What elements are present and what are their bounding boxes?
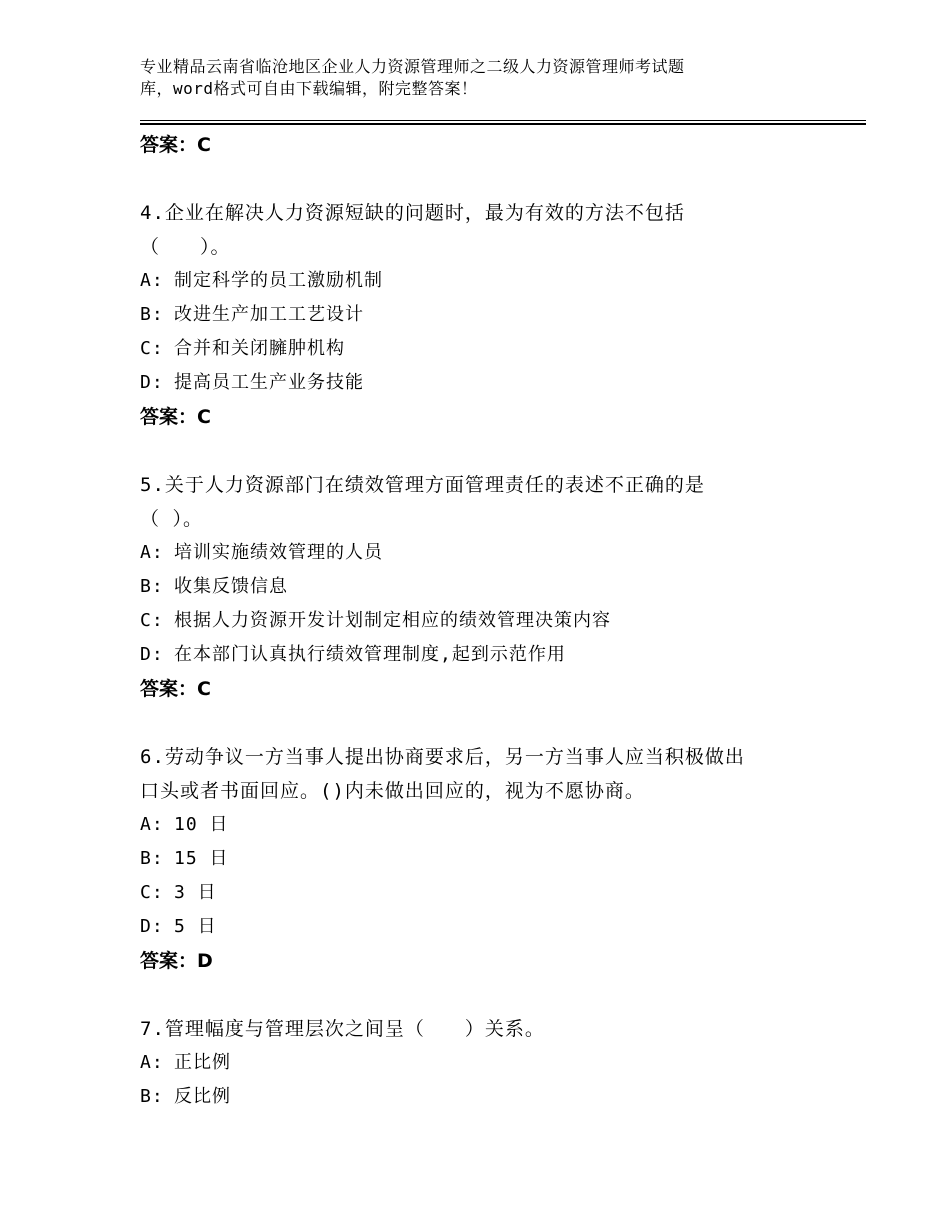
option-text: 3 日 — [174, 882, 217, 903]
option-text: 根据人力资源开发计划制定相应的绩效管理决策内容 — [174, 610, 611, 631]
option-text: 反比例 — [174, 1086, 231, 1107]
option-b — [140, 1080, 840, 1114]
option-letter: D: — [140, 916, 164, 937]
option-text: 10 日 — [174, 814, 229, 835]
option-d — [140, 638, 840, 672]
option-b — [140, 842, 840, 876]
option-letter: A: — [140, 814, 164, 835]
option-text: 合并和关闭臃肿机构 — [174, 338, 345, 359]
option-text: 5 日 — [174, 916, 217, 937]
question-stem-line: 4.企业在解决人力资源短缺的问题时，最为有效的方法不包括 — [140, 202, 685, 224]
option-text: 制定科学的员工激励机制 — [174, 270, 383, 291]
option-letter: B: — [140, 1086, 164, 1107]
question-5 — [140, 468, 840, 706]
option-text: 改进生产加工工艺设计 — [174, 304, 364, 325]
answer-line: 答案：D — [140, 950, 213, 972]
option-d — [140, 366, 840, 400]
question-stem-line: 口头或者书面回应。()内未做出回应的，视为不愿协商。 — [140, 780, 645, 802]
previous-answer: 答案：C — [140, 134, 211, 156]
header-line-1: 专业精品云南省临沧地区企业人力资源管理师之二级人力资源管理师考试题 — [140, 57, 685, 76]
header-rule-thin — [140, 120, 866, 121]
header-line-2: 库，word格式可自由下载编辑，附完整答案！ — [140, 79, 478, 98]
option-letter: B: — [140, 576, 164, 597]
option-a — [140, 536, 840, 570]
option-b — [140, 570, 840, 604]
answer-line: 答案：C — [140, 678, 211, 700]
page-header — [140, 56, 840, 100]
option-text: 培训实施绩效管理的人员 — [174, 542, 383, 563]
header-rule-thick — [140, 123, 866, 125]
question-stem-line: 5.关于人力资源部门在绩效管理方面管理责任的表述不正确的是 — [140, 474, 705, 496]
option-letter: A: — [140, 270, 164, 291]
option-letter: A: — [140, 542, 164, 563]
question-stem-line: 7.管理幅度与管理层次之间呈（ ）关系。 — [140, 1018, 545, 1040]
option-letter: C: — [140, 338, 164, 359]
document-body — [140, 128, 840, 1114]
option-d — [140, 910, 840, 944]
option-letter: D: — [140, 372, 164, 393]
question-4 — [140, 196, 840, 434]
answer-line: 答案：C — [140, 406, 211, 428]
option-letter: C: — [140, 610, 164, 631]
option-a — [140, 808, 840, 842]
option-letter: D: — [140, 644, 164, 665]
option-text: 提高员工生产业务技能 — [174, 372, 364, 393]
option-text: 正比例 — [174, 1052, 231, 1073]
option-a — [140, 1046, 840, 1080]
option-letter: B: — [140, 848, 164, 869]
question-stem-line: （ ）。 — [140, 236, 231, 258]
option-letter: A: — [140, 1052, 164, 1073]
option-text: 收集反馈信息 — [174, 576, 288, 597]
option-text: 在本部门认真执行绩效管理制度,起到示范作用 — [174, 644, 566, 665]
option-c — [140, 604, 840, 638]
question-7 — [140, 1012, 840, 1114]
option-letter: C: — [140, 882, 164, 903]
option-a — [140, 264, 840, 298]
option-b — [140, 298, 840, 332]
option-c — [140, 876, 840, 910]
option-text: 15 日 — [174, 848, 229, 869]
option-letter: B: — [140, 304, 164, 325]
question-6 — [140, 740, 840, 978]
question-stem-line: 6.劳动争议一方当事人提出协商要求后，另一方当事人应当积极做出 — [140, 746, 745, 768]
option-c — [140, 332, 840, 366]
question-stem-line: （ ）。 — [140, 508, 203, 530]
